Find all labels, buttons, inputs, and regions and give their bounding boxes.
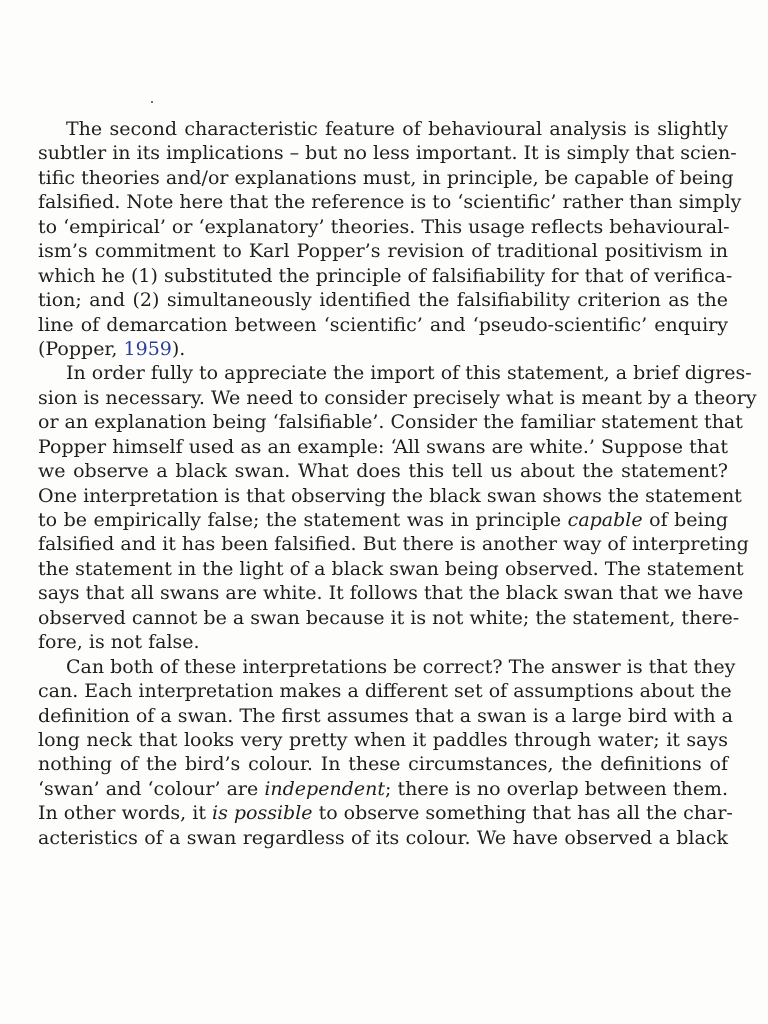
text-segment: of being: [642, 509, 728, 531]
text-line: Popper himself used as an example: ‘All swans are white.’ Suppose that: [38, 435, 728, 458]
emphasis-independent: independent: [264, 777, 385, 800]
text-line-citation: [38, 337, 728, 361]
text-line: Can both of these interpretations be correct? The answer is that they: [66, 655, 736, 678]
text-segment: to observe something that has all the char-: [312, 802, 733, 825]
text-line: sion is necessary. We need to consider precisely what is meant by a theory: [38, 386, 757, 409]
text-line-independent: [38, 777, 728, 801]
text-line: subtler in its implications – but no less important. It is simply that scien-: [38, 142, 737, 165]
citation-prefix: (Popper,: [38, 337, 124, 360]
text-line-capable: [38, 508, 728, 532]
text-line: One interpretation is that observing the black swan shows the statement: [38, 484, 742, 507]
text-line-possible: [38, 801, 733, 825]
text-segment: to be empirically false; the statement was in principle: [38, 509, 568, 531]
text-line: or an explanation being ‘falsifiable’. Consider the familiar statement that: [38, 411, 743, 434]
text-line: to ‘empirical’ or ‘explanatory’ theories. This usage reflects behavioural-: [38, 215, 730, 238]
text-line: falsified. Note here that the reference is to ‘scientific’ rather than simply: [38, 191, 742, 214]
text-line: The second characteristic feature of behavioural analysis is slightly: [66, 118, 728, 140]
citation-suffix: ).: [171, 337, 186, 360]
book-page-text: [38, 117, 757, 850]
text-segment: ‘swan’ and ‘colour’ are: [38, 777, 265, 800]
text-line: falsified and it has been falsified. But there is another way of interpreting: [38, 533, 749, 556]
text-line: tion; and (2) simultaneously identified the falsifiability criterion as the: [38, 289, 728, 312]
emphasis-capable: capable: [567, 509, 643, 531]
stray-dot-mark: [151, 101, 153, 103]
text-line: ism’s commitment to Karl Popper’s revision of traditional positivism in: [38, 240, 728, 263]
citation-year-link[interactable]: 1959: [123, 337, 172, 360]
paragraph-interpretations: [38, 655, 736, 851]
paragraph-black-swan: [38, 361, 757, 654]
text-line: nothing of the bird’s colour. In these circumstances, the definitions of: [38, 753, 728, 776]
text-line: acteristics of a swan regardless of its colour. We have observed a black: [38, 826, 728, 849]
text-line: the statement in the light of a black swan being observed. The statement: [38, 557, 744, 580]
text-line: can. Each interpretation makes a different set of assumptions about the: [38, 680, 732, 703]
text-line: long neck that looks very pretty when it paddles through water; it says: [38, 728, 728, 751]
text-line: In order fully to appreciate the import of this statement, a brief digres-: [66, 362, 752, 385]
text-line: observed cannot be a swan because it is not white; the statement, there-: [38, 606, 740, 629]
emphasis-is-possible: is possible: [212, 802, 313, 825]
paragraph-falsifiability: [38, 117, 742, 361]
text-line: line of demarcation between ‘scientific’ and ‘pseudo-scientific’ enquiry: [38, 313, 728, 336]
text-line: which he (1) substituted the principle of falsifiability for that of verifica-: [38, 264, 733, 287]
text-segment: In other words, it: [38, 802, 212, 825]
text-segment: ; there is no overlap between them.: [384, 777, 728, 800]
text-line: fore, is not false.: [38, 631, 200, 654]
text-line: we observe a black swan. What does this tell us about the statement?: [38, 460, 728, 483]
text-line: says that all swans are white. It follows that the black swan that we have: [38, 582, 744, 605]
text-line: tific theories and/or explanations must, in principle, be capable of being: [38, 166, 734, 189]
text-line: definition of a swan. The first assumes that a swan is a large bird with a: [38, 704, 733, 727]
